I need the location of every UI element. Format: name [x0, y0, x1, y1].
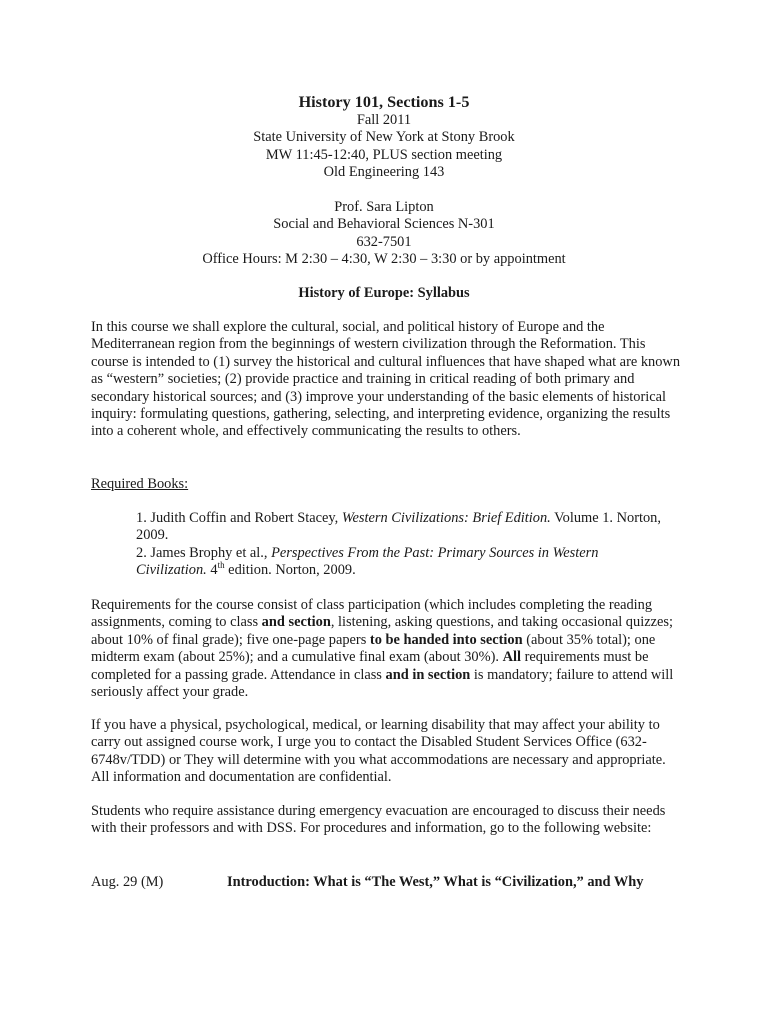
book-citation: 1. Judith Coffin and Robert Stacey,: [136, 510, 342, 526]
university-name: State University of New York at Stony Brook: [253, 129, 515, 146]
required-books-list: [136, 510, 666, 580]
disability-paragraph: If you have a physical, psychological, medical, or learning disability that may affect your ability to carry out assigned course work, I urge you to contact the Disabled Student Services Office (632-6748v/TDD) or They will determine with you what accommodations are necessary and appropriate. All information and documentation are confidential.: [91, 717, 666, 786]
requirements-text: requirements must be completed for a passing grade. Attendance in class: [91, 649, 649, 683]
course-header: [0, 92, 768, 269]
requirements-emphasis: and in section: [385, 666, 471, 683]
schedule-date: Aug. 29 (M): [91, 874, 164, 890]
requirements-text: Requirements for the course consist of class participation (which includes completing the reading assignments, coming to class: [91, 597, 653, 631]
meeting-schedule: MW 11:45-12:40, PLUS section meeting: [265, 146, 503, 163]
requirements-text: (about 35% total); one midterm exam (about 25%); and a cumulative final exam (about 30%).: [91, 631, 656, 666]
book-item: [136, 545, 666, 580]
requirements-emphasis: All: [502, 649, 521, 666]
requirements-text: is mandatory; failure to attend will seriously affect your grade.: [91, 666, 674, 701]
meeting-room: Old Engineering 143: [323, 164, 445, 181]
professor-name: Prof. Sara Lipton: [334, 199, 434, 216]
schedule-topic: Introduction: What is “The West,” What is “Civilization,” and Why: [227, 874, 644, 890]
intro-paragraph: In this course we shall explore the cultural, social, and political history of Europe and the Mediterranean region from the beginnings of western civilization through the Reformation. This course is intended to (1) survey the historical and cultural influences that have shaped what are known as “western” societies; (2) provide practice and training in critical reading of both primary and secondary historical sources; and (3) improve your understanding of the basic elements of historical inquiry: formulating questions, gathering, selecting, and interpreting evidence, organizing the results into a coherent whole, and effectively communicating the results to others.: [91, 319, 681, 440]
book-citation: 2. James Brophy et al.,: [136, 544, 272, 561]
book-title: Western Civilizations: Brief Edition.: [341, 510, 551, 526]
professor-office: Social and Behavioral Sciences N-301: [273, 216, 495, 233]
header-spacer: [0, 182, 768, 199]
book-edition: 4: [206, 562, 218, 579]
evacuation-paragraph: Students who require assistance during emergency evacuation are encouraged to discuss their needs with their professors and with DSS. For procedures and information, go to the following website:: [91, 803, 666, 837]
course-term: Fall 2011: [356, 112, 412, 128]
office-hours: Office Hours: M 2:30 – 4:30, W 2:30 – 3:30 or by appointment: [202, 251, 566, 268]
professor-phone: 632-7501: [356, 233, 412, 250]
course-title: History 101, Sections 1-5: [298, 93, 470, 111]
requirements-emphasis: and section: [261, 614, 331, 631]
syllabus-heading: History of Europe: Syllabus: [298, 285, 470, 301]
requirements-emphasis: to be handed into section: [369, 631, 523, 648]
book-details: edition. Norton, 2009.: [224, 562, 356, 579]
book-details: Volume 1. Norton, 2009.: [136, 510, 661, 544]
edition-superscript: th: [217, 560, 225, 571]
book-title: Perspectives From the Past: Primary Sources in Western Civilization.: [136, 544, 599, 579]
requirements-paragraph: [91, 597, 685, 701]
requirements-text: , listening, asking questions, and taking occasional quizzes; about 10% of final grade); five one-page papers: [91, 614, 673, 648]
book-item: [136, 510, 666, 545]
required-books-label: Required Books:: [91, 476, 189, 492]
